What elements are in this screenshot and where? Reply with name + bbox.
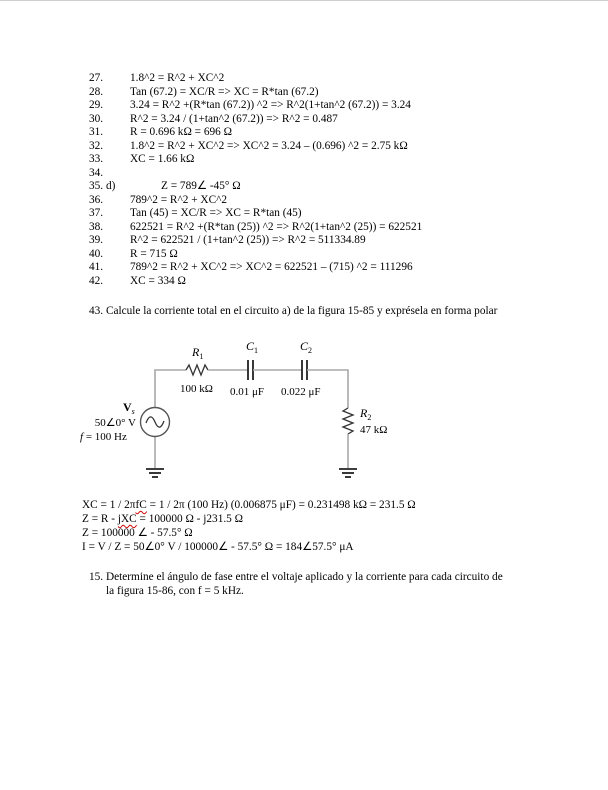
ground-icon-left (146, 469, 164, 477)
c1-label: $C_1$ (246, 339, 259, 355)
c1-value: 0.01 μF (230, 386, 265, 398)
ground-icon-right (339, 469, 357, 477)
calc-line-z-rect: Z = R - jXC = 100000 Ω - j231.5 Ω (82, 513, 244, 525)
step-equation: R^2 = 622521 / (1+tan^2 (25)) => R^2 = 511334.89 (130, 234, 366, 246)
vs-value: 50∠0° V (94, 417, 136, 429)
calc-line-z-polar: Z = 100000 ∠ - 57.5° Ω (82, 527, 193, 539)
step-equation: 622521 = R^2 +(R*tan (25)) ^2 => R^2(1+tan^2 (25)) = 622521 (130, 220, 423, 233)
spellcheck-underline: fC (135, 499, 147, 511)
step-equation: 3.24 = R^2 +(R*tan (67.2)) ^2 => R^2(1+tan^2 (67.2)) = 3.24 (130, 99, 411, 111)
step-equation: 1.8^2 = R^2 + XC^2 (130, 72, 225, 84)
step-equation: XC = 334 Ω (130, 274, 186, 287)
step-equation: R = 0.696 kΩ = 696 Ω (130, 126, 233, 138)
calc-line-xc: XC = 1 / 2πfC = 1 / 2π (100 Hz) (0.006875 μF) = 0.231498 kΩ = 231.5 Ω (82, 499, 416, 511)
calc-line-current: I = V / Z = 50∠0° V / 100000∠ - 57.5° Ω = 184∠57.5° μA (82, 541, 354, 553)
step-equation: 789^2 = R^2 + XC^2 => XC^2 = 622521 – (715) ^2 = 111296 (130, 261, 413, 273)
step-equation: R^2 = 3.24 / (1+tan^2 (67.2)) => R^2 = 0.487 (130, 112, 338, 125)
r1-value: 100 kΩ (180, 383, 213, 395)
step-equation: 789^2 = R^2 + XC^2 (130, 193, 228, 206)
step-equation: 1.8^2 = R^2 + XC^2 => XC^2 = 3.24 – (0.696) ^2 = 2.75 kΩ (130, 139, 408, 152)
step-equation: Tan (67.2) = XC/R => XC = R*tan (67.2) (130, 85, 319, 98)
c2-value: 0.022 μF (281, 386, 321, 398)
vs-label: $V_s$ (123, 400, 135, 416)
c2-label: $C_2$ (300, 339, 313, 355)
question-15: 15. Determine el ángulo de fase entre el voltaje aplicado y la corriente para cada circuito de la figura 15-86, con f = 5 kHz. (89, 571, 503, 597)
step-equation: Tan (45) = XC/R => XC = R*tan (45) (130, 207, 302, 219)
step-equation: R = 715 Ω (130, 247, 178, 260)
step-equation: XC = 1.66 kΩ (130, 153, 195, 165)
circuit-wires (155, 360, 353, 468)
frequency-label: f = 100 Hz (80, 431, 127, 443)
step-equation: Z = 789∠ -45° Ω (161, 180, 241, 192)
spellcheck-underline: jXC (117, 513, 137, 525)
r2-value: 47 kΩ (360, 424, 388, 436)
r1-label: $R_1$ (192, 345, 204, 361)
r2-label: $R_2$ (360, 406, 372, 422)
question-43: 43. Calcule la corriente total en el circuito a) de la figura 15-85 y exprésela en forma polar (89, 305, 498, 317)
